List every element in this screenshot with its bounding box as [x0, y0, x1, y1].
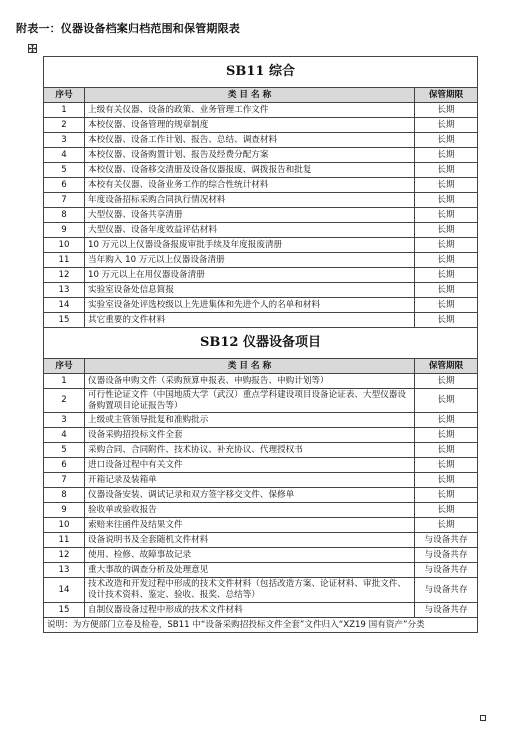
- row-retention-period: 长期: [415, 374, 478, 389]
- table-row: [44, 578, 478, 602]
- row-number: 9: [44, 503, 85, 518]
- row-category-name: 索赔来往函件及结果文件: [85, 518, 415, 533]
- table-row: [44, 223, 478, 238]
- row-category-name: 技术改造和开发过程中形成的技术文件材料（包括改造方案、论证材料、审批文件、设计技术资料、鉴定、验收、报奖、总结等）: [85, 578, 415, 602]
- header-period: 保管期限: [415, 359, 478, 374]
- row-number: 2: [44, 118, 85, 133]
- row-retention-period: 长期: [415, 503, 478, 518]
- row-retention-period: 与设备共存: [415, 533, 478, 548]
- table-row: [44, 268, 478, 283]
- row-category-name: 当年购入 10 万元以上仪器设备清册: [85, 253, 415, 268]
- table-row: [44, 563, 478, 578]
- row-retention-period: 与设备共存: [415, 548, 478, 563]
- section-title-row: [44, 57, 478, 88]
- header-name: 类 目 名 称: [85, 88, 415, 103]
- row-retention-period: 长期: [415, 208, 478, 223]
- row-number: 1: [44, 103, 85, 118]
- row-retention-period: 长期: [415, 488, 478, 503]
- row-category-name: 设备说明书及全套随机文件材料: [85, 533, 415, 548]
- row-retention-period: 长期: [415, 238, 478, 253]
- row-category-name: 验收单或验收报告: [85, 503, 415, 518]
- row-number: 4: [44, 428, 85, 443]
- section-title-row: [44, 328, 478, 359]
- table-row: [44, 148, 478, 163]
- row-category-name: 进口设备过程中有关文件: [85, 458, 415, 473]
- page-heading: 附表一：仪器设备档案归档范围和保管期限表: [16, 22, 240, 35]
- row-number: 7: [44, 473, 85, 488]
- row-retention-period: 长期: [415, 193, 478, 208]
- section-title: SB11 综合: [44, 57, 478, 88]
- row-retention-period: 长期: [415, 458, 478, 473]
- table-resize-handle[interactable]: [480, 715, 486, 721]
- table-row: [44, 518, 478, 533]
- row-category-name: 上级或主管领导批复和准购批示: [85, 413, 415, 428]
- row-number: 11: [44, 253, 85, 268]
- table-row: [44, 503, 478, 518]
- row-category-name: 重大事故的调查分析及处理意见: [85, 563, 415, 578]
- header-no: 序号: [44, 88, 85, 103]
- row-retention-period: 长期: [415, 118, 478, 133]
- row-category-name: 10 万元以上仪器设备报废审批手续及年度报废清册: [85, 238, 415, 253]
- table-row: [44, 443, 478, 458]
- table-row: [44, 118, 478, 133]
- table-row: [44, 253, 478, 268]
- table-row: [44, 163, 478, 178]
- table-row: [44, 458, 478, 473]
- note-row: [44, 617, 478, 632]
- row-retention-period: 长期: [415, 389, 478, 413]
- row-category-name: 仪器设备安装、调试记录和双方签字移交文件、保修单: [85, 488, 415, 503]
- row-number: 15: [44, 313, 85, 328]
- row-retention-period: 长期: [415, 313, 478, 328]
- table-row: [44, 548, 478, 563]
- row-retention-period: 长期: [415, 103, 478, 118]
- row-number: 10: [44, 238, 85, 253]
- section-title: SB12 仪器设备项目: [44, 328, 478, 359]
- table-row: [44, 283, 478, 298]
- table-row: [44, 533, 478, 548]
- row-number: 6: [44, 458, 85, 473]
- row-category-name: 本校仪器、设备工作计划、报告、总结、调查材料: [85, 133, 415, 148]
- table-row: [44, 313, 478, 328]
- row-retention-period: 长期: [415, 443, 478, 458]
- row-category-name: 本校仪器、设备移交清册及设备仪器报废、调拨报告和批复: [85, 163, 415, 178]
- row-number: 5: [44, 163, 85, 178]
- row-category-name: 实验室设备处信息简报: [85, 283, 415, 298]
- row-retention-period: 长期: [415, 178, 478, 193]
- row-retention-period: 长期: [415, 413, 478, 428]
- table-row: [44, 238, 478, 253]
- row-number: 2: [44, 389, 85, 413]
- table-row: [44, 374, 478, 389]
- table-row: [44, 488, 478, 503]
- table-row: [44, 178, 478, 193]
- row-category-name: 使用、检修、故障事故记录: [85, 548, 415, 563]
- row-retention-period: 与设备共存: [415, 563, 478, 578]
- row-category-name: 可行性论证文件（中国地质大学（武汉）重点学科建设项目设备论证表、大型仪器设备购置项目论证报告等）: [85, 389, 415, 413]
- table-row: [44, 389, 478, 413]
- row-number: 9: [44, 223, 85, 238]
- row-number: 12: [44, 268, 85, 283]
- row-retention-period: 长期: [415, 518, 478, 533]
- header-period: 保管期限: [415, 88, 478, 103]
- row-number: 6: [44, 178, 85, 193]
- table-row: [44, 428, 478, 443]
- table-row: [44, 602, 478, 617]
- table-row: [44, 193, 478, 208]
- row-category-name: 本校仪器、设备购置计划、报告及经费分配方案: [85, 148, 415, 163]
- row-retention-period: 长期: [415, 428, 478, 443]
- row-category-name: 10 万元以上在用仪器设备清册: [85, 268, 415, 283]
- row-retention-period: 长期: [415, 268, 478, 283]
- row-retention-period: 长期: [415, 148, 478, 163]
- row-retention-period: 长期: [415, 133, 478, 148]
- row-category-name: 采购合同、合同附件、技术协议、补充协议、代理授权书: [85, 443, 415, 458]
- row-number: 8: [44, 208, 85, 223]
- row-number: 13: [44, 563, 85, 578]
- row-number: 3: [44, 133, 85, 148]
- row-number: 3: [44, 413, 85, 428]
- row-retention-period: 与设备共存: [415, 578, 478, 602]
- row-number: 10: [44, 518, 85, 533]
- row-retention-period: 长期: [415, 223, 478, 238]
- row-number: 8: [44, 488, 85, 503]
- table-note: 说明：为方便部门立卷及检卷，SB11 中“设备采购招投标文件全套”文件归入“XZ19 国有资产”分类: [44, 617, 478, 632]
- row-retention-period: 与设备共存: [415, 602, 478, 617]
- row-category-name: 其它重要的文件材料: [85, 313, 415, 328]
- row-category-name: 自制仪器设备过程中形成的技术文件材料: [85, 602, 415, 617]
- table-row: [44, 473, 478, 488]
- row-category-name: 大型仪器、设备共享清册: [85, 208, 415, 223]
- row-number: 5: [44, 443, 85, 458]
- row-number: 12: [44, 548, 85, 563]
- row-number: 1: [44, 374, 85, 389]
- row-retention-period: 长期: [415, 283, 478, 298]
- table-row: [44, 208, 478, 223]
- row-number: 4: [44, 148, 85, 163]
- row-number: 11: [44, 533, 85, 548]
- row-retention-period: 长期: [415, 473, 478, 488]
- row-category-name: 开箱记录及装箱单: [85, 473, 415, 488]
- header-no: 序号: [44, 359, 85, 374]
- row-number: 14: [44, 298, 85, 313]
- table-move-handle-icon[interactable]: [28, 44, 37, 53]
- table-row: [44, 103, 478, 118]
- row-number: 15: [44, 602, 85, 617]
- row-category-name: 仪器设备申购文件（采购预算申报表、申购报告、申购计划等）: [85, 374, 415, 389]
- row-number: 13: [44, 283, 85, 298]
- archive-table: [43, 56, 478, 633]
- table-row: [44, 298, 478, 313]
- row-category-name: 本校仪器、设备管理的规章制度: [85, 118, 415, 133]
- header-name: 类 目 名 称: [85, 359, 415, 374]
- table-header-row: [44, 88, 478, 103]
- table-row: [44, 413, 478, 428]
- row-retention-period: 长期: [415, 298, 478, 313]
- row-retention-period: 长期: [415, 163, 478, 178]
- row-category-name: 设备采购招投标文件全套: [85, 428, 415, 443]
- row-category-name: 本校有关仪器、设备业务工作的综合性统计材料: [85, 178, 415, 193]
- row-category-name: 实验室设备处评选校级以上先进集体和先进个人的名单和材料: [85, 298, 415, 313]
- row-category-name: 大型仪器、设备年度效益评估材料: [85, 223, 415, 238]
- row-number: 14: [44, 578, 85, 602]
- table-row: [44, 133, 478, 148]
- row-number: 7: [44, 193, 85, 208]
- table-header-row: [44, 359, 478, 374]
- row-retention-period: 长期: [415, 253, 478, 268]
- row-category-name: 上级有关仪器、设备的政策、业务管理工作文件: [85, 103, 415, 118]
- row-category-name: 年度设备招标采购合同执行情况材料: [85, 193, 415, 208]
